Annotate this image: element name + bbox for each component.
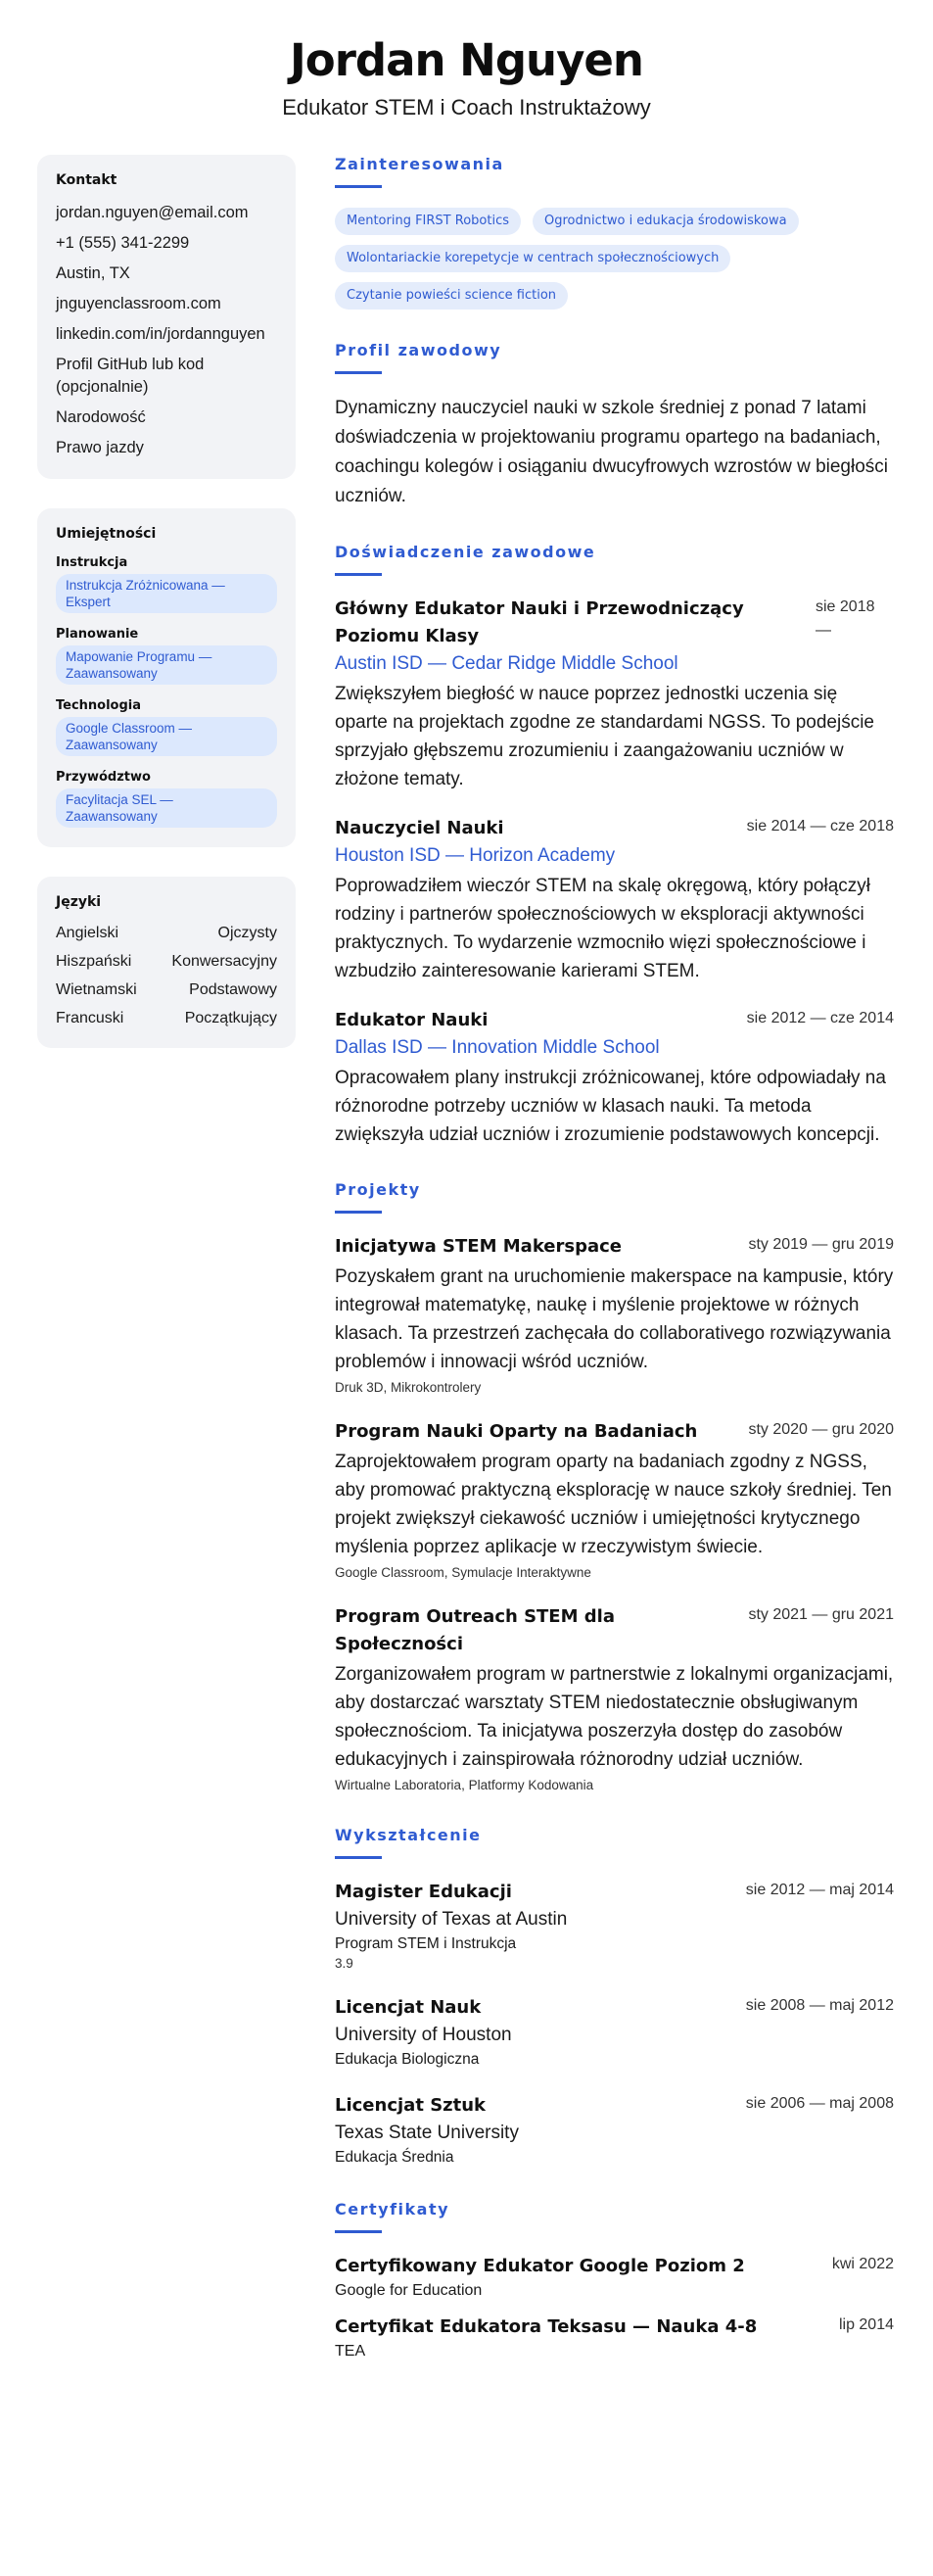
skill-category: Przywództwo bbox=[56, 770, 151, 785]
contact-phone[interactable]: +1 (555) 341-2299 bbox=[56, 234, 190, 252]
gpa-value: 3.9 bbox=[335, 1956, 353, 1971]
section-divider bbox=[335, 573, 382, 576]
interests-section bbox=[335, 155, 894, 310]
contact-card bbox=[37, 155, 296, 479]
skill-category: Technologia bbox=[56, 698, 142, 713]
job-employer: Austin ISD — Cedar Ridge Middle School bbox=[335, 653, 678, 674]
job-title: Nauczyciel Nauki bbox=[335, 818, 504, 838]
skill-pill: Instrukcja Zróżnicowana — Ekspert bbox=[56, 574, 277, 613]
contact-website[interactable]: jnguyenclassroom.com bbox=[56, 295, 221, 312]
experience-entry bbox=[335, 815, 894, 985]
degree-name: Licencjat Nauk bbox=[335, 1997, 482, 2018]
education-entry bbox=[335, 1994, 894, 2071]
skill-group bbox=[56, 698, 277, 756]
job-date: sie 2018 — bbox=[816, 598, 875, 639]
field-of-study: Program STEM i Instrukcja bbox=[335, 1935, 517, 1952]
job-date: sie 2014 — cze 2018 bbox=[746, 818, 894, 835]
skill-pill: Facylitacja SEL — Zaawansowany bbox=[56, 788, 277, 828]
profile-section bbox=[335, 341, 894, 511]
skill-pill: Google Classroom — Zaawansowany bbox=[56, 717, 277, 756]
project-date: sty 2020 — gru 2020 bbox=[748, 1421, 894, 1438]
contact-linkedin[interactable]: linkedin.com/in/jordannguyen bbox=[56, 325, 265, 343]
interest-tag: Ogrodnictwo i edukacja środowiskowa bbox=[533, 208, 799, 235]
projects-section bbox=[335, 1180, 894, 1794]
certification-date: lip 2014 bbox=[838, 2316, 894, 2333]
project-description: Zorganizowałem program w partnerstwie z lokalnymi organizacjami, aby dostarczać warsztaty STEM niedostatecznie obsługiwanym społecznościom. Ta inicjatywa poszerzyła dostęp do zasobów edukacyjnych i zainspirowała różnorodny udział uczniów. bbox=[335, 1664, 894, 1770]
skill-pill: Mapowanie Programu — Zaawansowany bbox=[56, 645, 277, 685]
education-entry bbox=[335, 2092, 894, 2169]
section-title: Doświadczenie zawodowe bbox=[335, 543, 596, 561]
project-technologies: Google Classroom, Symulacje Interaktywne bbox=[335, 1565, 591, 1580]
section-title: Profil zawodowy bbox=[335, 341, 502, 359]
section-divider bbox=[335, 1856, 382, 1859]
contact-location: Austin, TX bbox=[56, 264, 130, 282]
skill-group bbox=[56, 627, 277, 685]
section-title: Zainteresowania bbox=[335, 155, 504, 173]
experience-entry bbox=[335, 596, 894, 793]
certifications-section bbox=[335, 2200, 894, 2362]
section-divider bbox=[335, 371, 382, 374]
section-title: Projekty bbox=[335, 1180, 421, 1199]
language-row bbox=[56, 980, 277, 1000]
education-entry bbox=[335, 1879, 894, 1973]
main-content bbox=[335, 155, 894, 2374]
section-divider bbox=[335, 1211, 382, 1214]
certification-issuer: Google for Education bbox=[335, 2282, 483, 2299]
project-description: Pozyskałem grant na uruchomienie makerspace na kampusie, który integrował matematykę, naukę i myślenie projektowe w różnych klasach. Ta przestrzeń zachęcała do collaborativego rozwiązywania problemów i innowacji wśród uczniów. bbox=[335, 1266, 894, 1372]
project-technologies: Druk 3D, Mikrokontrolery bbox=[335, 1380, 482, 1395]
languages-card bbox=[37, 877, 296, 1048]
skill-category: Instrukcja bbox=[56, 555, 128, 570]
language-level: Początkujący bbox=[184, 1010, 277, 1026]
certification-date: kwi 2022 bbox=[831, 2256, 894, 2272]
certification-name: Certyfikowany Edukator Google Poziom 2 bbox=[335, 2256, 745, 2276]
project-entry bbox=[335, 1233, 894, 1397]
skill-group bbox=[56, 555, 277, 613]
language-level: Ojczysty bbox=[217, 925, 277, 941]
contact-driving-license: Prawo jazdy bbox=[56, 439, 144, 456]
language-level: Podstawowy bbox=[189, 981, 277, 998]
section-title: Certyfikaty bbox=[335, 2200, 450, 2218]
language-row bbox=[56, 924, 277, 943]
project-entry bbox=[335, 1603, 894, 1794]
job-description: Poprowadziłem wieczór STEM na skalę okręgową, który połączył rodziny i partnerów społecznościowych w eksploracji aktywności praktycznych. To wydarzenie wzmocniło więzi społecznościowe i wzbudziło zainteresowanie karierami STEM. bbox=[335, 876, 870, 981]
project-description: Zaprojektowałem program oparty na badaniach zgodny z NGSS, aby promować praktyczną eksplorację w nauce szkoły średniej. Ten projekt zwiększył ciekawość uczniów i umiejętności krytycznego myślenia poprzez aplikacje w rzeczywistym świecie. bbox=[335, 1452, 892, 1557]
language-level: Konwersacyjny bbox=[171, 953, 277, 970]
section-divider bbox=[335, 185, 382, 188]
language-name: Francuski bbox=[56, 1010, 124, 1026]
language-row bbox=[56, 952, 277, 972]
project-date: sty 2019 — gru 2019 bbox=[748, 1236, 894, 1253]
contact-email[interactable]: jordan.nguyen@email.com bbox=[56, 204, 249, 221]
field-of-study: Edukacja Biologiczna bbox=[335, 2051, 480, 2068]
certification-name: Certyfikat Edukatora Teksasu — Nauka 4-8 bbox=[335, 2316, 758, 2337]
section-divider bbox=[335, 2230, 382, 2233]
skill-category: Planowanie bbox=[56, 627, 139, 642]
section-title: Wykształcenie bbox=[335, 1826, 482, 1844]
project-name: Inicjatywa STEM Makerspace bbox=[335, 1236, 623, 1257]
interest-tag: Mentoring FIRST Robotics bbox=[335, 208, 521, 235]
candidate-name: Jordan Nguyen bbox=[290, 34, 643, 86]
interest-tag: Czytanie powieści science fiction bbox=[335, 282, 568, 310]
candidate-title: Edukator STEM i Coach Instruktażowy bbox=[282, 95, 651, 119]
contact-github[interactable]: Profil GitHub lub kod (opcjonalnie) bbox=[56, 356, 205, 396]
profile-summary: Dynamiczny nauczyciel nauki w szkole średniej z ponad 7 latami doświadczenia w projektowaniu programu opartego na badaniach, coachingu kolegów i osiąganiu dwucyfrowych wzrostów w biegłości uczniów. bbox=[335, 398, 888, 506]
language-name: Wietnamski bbox=[56, 981, 137, 998]
job-employer: Dallas ISD — Innovation Middle School bbox=[335, 1037, 660, 1058]
job-title: Główny Edukator Nauki i Przewodniczący Poziomu Klasy bbox=[335, 598, 744, 646]
job-employer: Houston ISD — Horizon Academy bbox=[335, 845, 616, 866]
resume-header bbox=[0, 31, 933, 121]
job-date: sie 2012 — cze 2014 bbox=[746, 1010, 894, 1026]
education-date: sie 2006 — maj 2008 bbox=[745, 2095, 894, 2112]
project-name: Program Nauki Oparty na Badaniach bbox=[335, 1421, 698, 1442]
project-entry bbox=[335, 1418, 894, 1582]
project-name: Program Outreach STEM dla Społeczności bbox=[335, 1606, 615, 1654]
project-technologies: Wirtualne Laboratoria, Platformy Kodowania bbox=[335, 1778, 594, 1792]
language-name: Angielski bbox=[56, 925, 119, 941]
experience-section bbox=[335, 543, 894, 1149]
education-date: sie 2012 — maj 2014 bbox=[745, 1882, 894, 1898]
field-of-study: Edukacja Średnia bbox=[335, 2149, 454, 2166]
education-section bbox=[335, 1826, 894, 2169]
sidebar bbox=[37, 155, 296, 1077]
institution-name: University of Houston bbox=[335, 2025, 512, 2045]
education-date: sie 2008 — maj 2012 bbox=[745, 1997, 894, 2014]
job-description: Zwiększyłem biegłość w nauce poprzez jednostki uczenia się oparte na projektach zgodne ze standardami NGSS. To podejście sprzyjało głębszemu zrozumieniu i zaangażowaniu uczniów w złożone tematy. bbox=[335, 684, 874, 789]
skills-card bbox=[37, 508, 296, 847]
certification-entry bbox=[335, 2253, 894, 2302]
contact-nationality: Narodowość bbox=[56, 408, 146, 426]
certification-issuer: TEA bbox=[335, 2343, 366, 2360]
language-row bbox=[56, 1009, 277, 1028]
institution-name: University of Texas at Austin bbox=[335, 1909, 568, 1930]
job-description: Opracowałem plany instrukcji zróżnicowanej, które odpowiadały na różnorodne potrzeby uczniów w klasach nauki. Ta metoda zwiększyła udział uczniów i zrozumienie podstawowych koncepcji. bbox=[335, 1068, 886, 1145]
language-name: Hiszpański bbox=[56, 953, 132, 970]
contact-title: Kontakt bbox=[56, 172, 117, 188]
interest-tags bbox=[335, 208, 894, 310]
project-date: sty 2021 — gru 2021 bbox=[748, 1606, 894, 1623]
interest-tag: Wolontariackie korepetycje w centrach społecznościowych bbox=[335, 245, 730, 272]
degree-name: Licencjat Sztuk bbox=[335, 2095, 487, 2116]
skill-group bbox=[56, 770, 277, 828]
certification-entry bbox=[335, 2314, 894, 2362]
languages-title: Języki bbox=[56, 894, 102, 910]
institution-name: Texas State University bbox=[335, 2123, 519, 2143]
experience-entry bbox=[335, 1007, 894, 1149]
degree-name: Magister Edukacji bbox=[335, 1882, 512, 1902]
skills-title: Umiejętności bbox=[56, 526, 157, 542]
job-title: Edukator Nauki bbox=[335, 1010, 489, 1030]
